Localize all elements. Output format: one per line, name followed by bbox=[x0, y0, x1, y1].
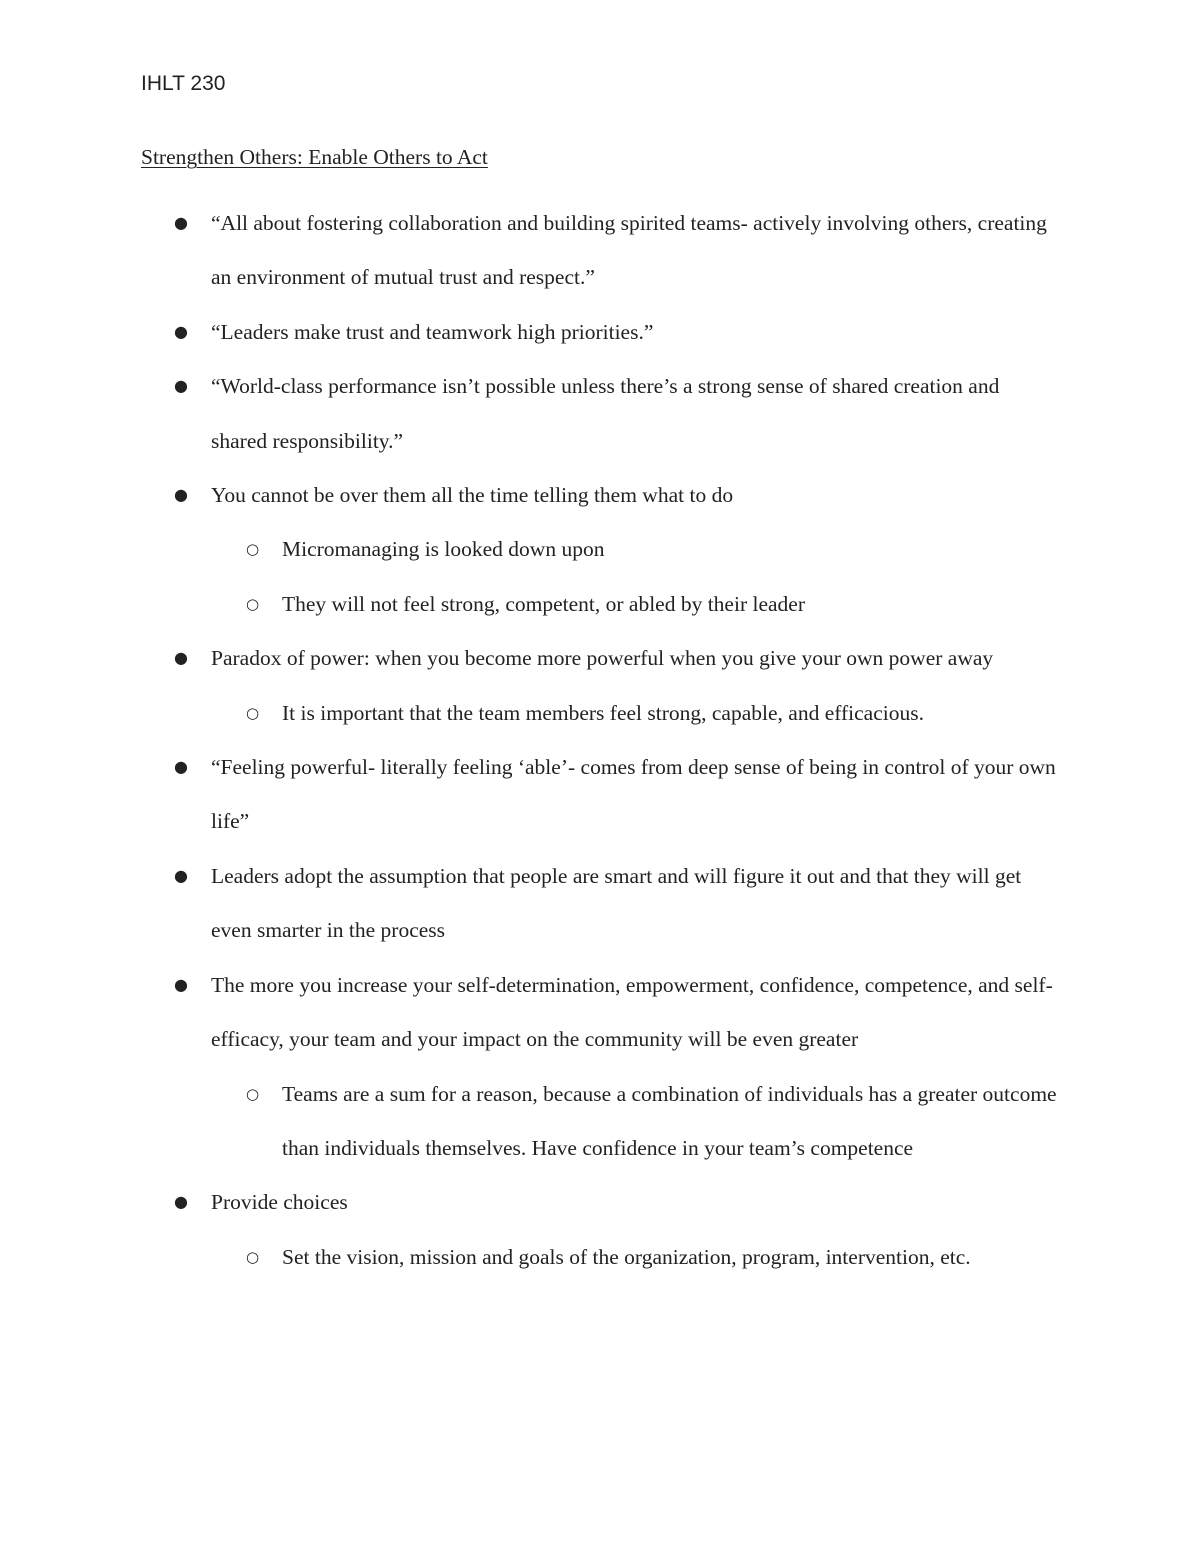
filled-bullet-icon: ● bbox=[174, 648, 188, 668]
list-item bbox=[0, 631, 1056, 685]
filled-bullet-icon: ● bbox=[174, 757, 188, 777]
list-item bbox=[0, 468, 1056, 522]
list-item bbox=[0, 958, 1056, 1067]
filled-bullet-icon: ● bbox=[174, 485, 188, 505]
hollow-bullet-icon: ○ bbox=[246, 703, 260, 722]
filled-bullet-icon: ● bbox=[174, 1192, 188, 1212]
list-item-text: “Feeling powerful- literally feeling ‘able’- comes from deep sense of being in control of your own life” bbox=[211, 755, 1056, 834]
filled-bullet-icon: ● bbox=[174, 974, 188, 994]
list-item-text: Provide choices bbox=[211, 1190, 348, 1215]
sub-list-item-text: Set the vision, mission and goals of the organization, program, intervention, etc. bbox=[282, 1244, 971, 1269]
list-item bbox=[0, 359, 1056, 468]
sub-list-item bbox=[0, 577, 1062, 631]
list-item bbox=[0, 196, 1056, 305]
list-item bbox=[0, 1175, 1056, 1229]
sub-list-item bbox=[0, 1230, 1062, 1284]
list-item-text: Leaders adopt the assumption that people are smart and will figure it out and that they will get even smarter in the process bbox=[211, 863, 1022, 943]
list-item-text: “World-class performance isn’t possible unless there’s a strong sense of shared creation and shared responsibility.” bbox=[211, 374, 1000, 453]
list-item-text: The more you increase your self-determination, empowerment, confidence, competence, and self-efficacy, your team and your impact on the community will be even greater bbox=[211, 972, 1053, 1052]
hollow-bullet-icon: ○ bbox=[246, 1247, 260, 1266]
filled-bullet-icon: ● bbox=[174, 321, 188, 341]
sub-list-item bbox=[0, 686, 1062, 740]
list-item bbox=[0, 740, 1056, 849]
sub-list-item bbox=[0, 1067, 1062, 1176]
sub-list-item bbox=[0, 522, 1062, 576]
filled-bullet-icon: ● bbox=[174, 865, 188, 885]
sub-list-item-text: It is important that the team members feel strong, capable, and efficacious. bbox=[282, 700, 924, 725]
filled-bullet-icon: ● bbox=[174, 376, 188, 396]
sub-list-item-text: Micromanaging is looked down upon bbox=[282, 537, 605, 562]
filled-bullet-icon: ● bbox=[174, 213, 188, 232]
hollow-bullet-icon: ○ bbox=[246, 1084, 260, 1103]
list-item-text: “Leaders make trust and teamwork high priorities.” bbox=[211, 319, 654, 344]
list-item-text: “All about fostering collaboration and building spirited teams- actively involving others, creating an environment of mutual trust and respect.” bbox=[211, 211, 1047, 290]
list-item bbox=[0, 849, 1056, 958]
hollow-bullet-icon: ○ bbox=[246, 594, 260, 613]
list-item-text: Paradox of power: when you become more powerful when you give your own power away bbox=[211, 646, 994, 671]
section-title: Strengthen Others: Enable Others to Act bbox=[141, 145, 488, 169]
notes-list bbox=[0, 196, 1200, 1284]
course-header: IHLT 230 bbox=[141, 72, 226, 95]
sub-list-item-text: Teams are a sum for a reason, because a combination of individuals has a greater outcome than individuals themselves. Have confidence in your team’s competence bbox=[282, 1081, 1057, 1160]
sub-list-item-text: They will not feel strong, competent, or abled by their leader bbox=[282, 591, 805, 616]
hollow-bullet-icon: ○ bbox=[246, 540, 260, 559]
list-item bbox=[0, 305, 1056, 359]
list-item-text: You cannot be over them all the time telling them what to do bbox=[211, 483, 734, 508]
